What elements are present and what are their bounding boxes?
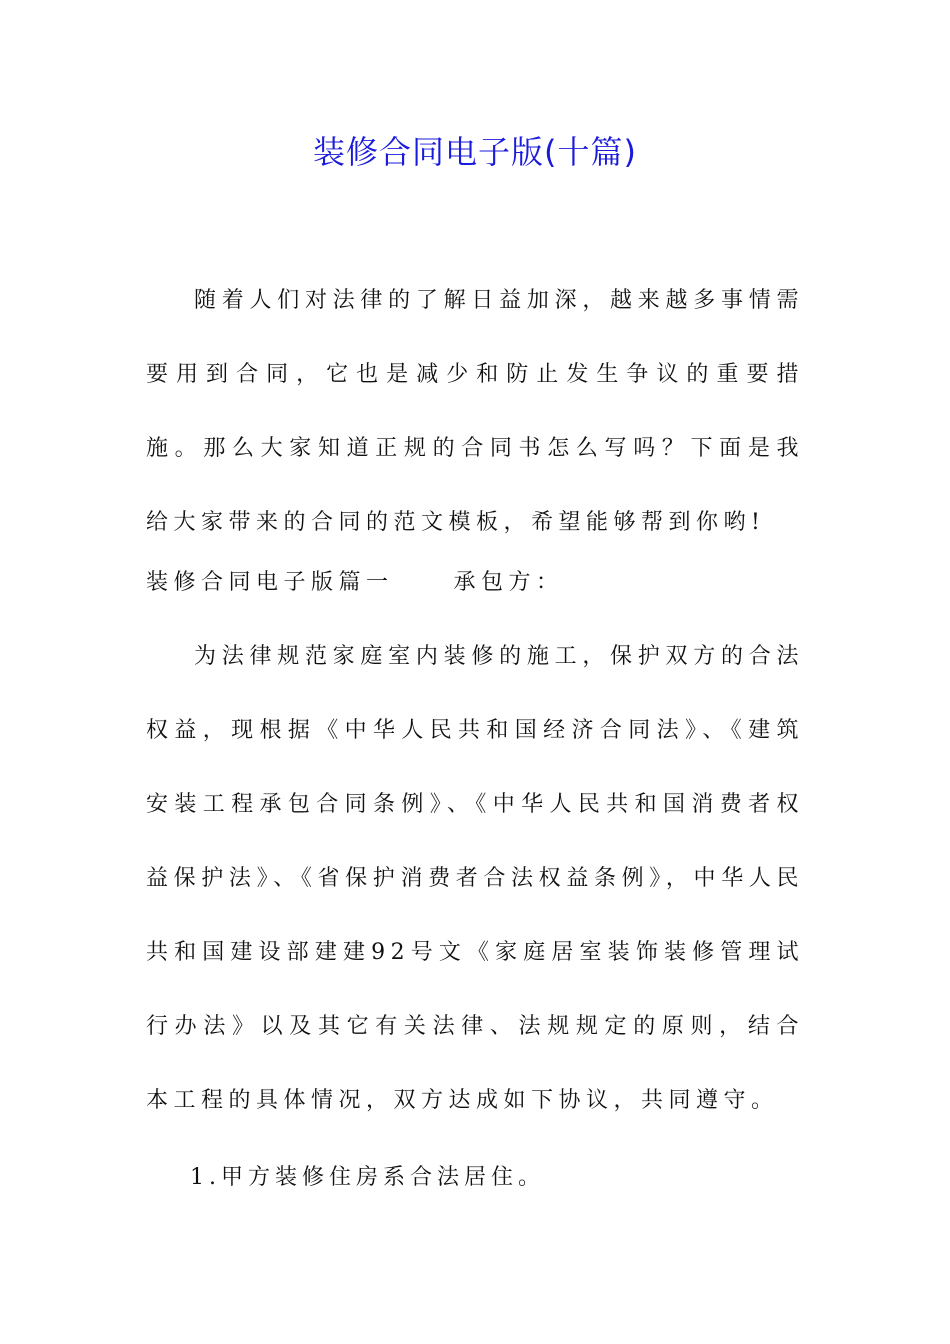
section-heading: 装修合同电子版篇一 bbox=[146, 570, 394, 595]
section-party-label: 承包方： bbox=[453, 570, 564, 595]
document-title: 装修合同电子版(十篇) bbox=[313, 133, 637, 171]
list-item: 1.甲方装修住房系合法居住。 bbox=[190, 1165, 545, 1190]
legal-basis-paragraph: 为法律规范家庭室内装修的施工，保护双方的合法权益，现根据《中华人民共和国经济合同法》、《建筑安装工程承包合同条例》、《中华人民共和国消费者权益保护法》、《省保护消费者合法权益条例》，中华人民共和国建设部建建92号文《家庭居室装饰装修管理试行办法》以及其它有关法律、法规规定的原则，结合本工程的具体情况，双方达成如下协议，共同遵守。 bbox=[146, 644, 804, 1113]
intro-paragraph: 随着人们对法律的了解日益加深，越来越多事情需要用到合同，它也是减少和防止发生争议的重要措施。那么大家知道正规的合同书怎么写吗？下面是我给大家带来的合同的范文模板，希望能够帮到你哟! bbox=[146, 288, 804, 535]
section-heading-line bbox=[146, 546, 804, 620]
